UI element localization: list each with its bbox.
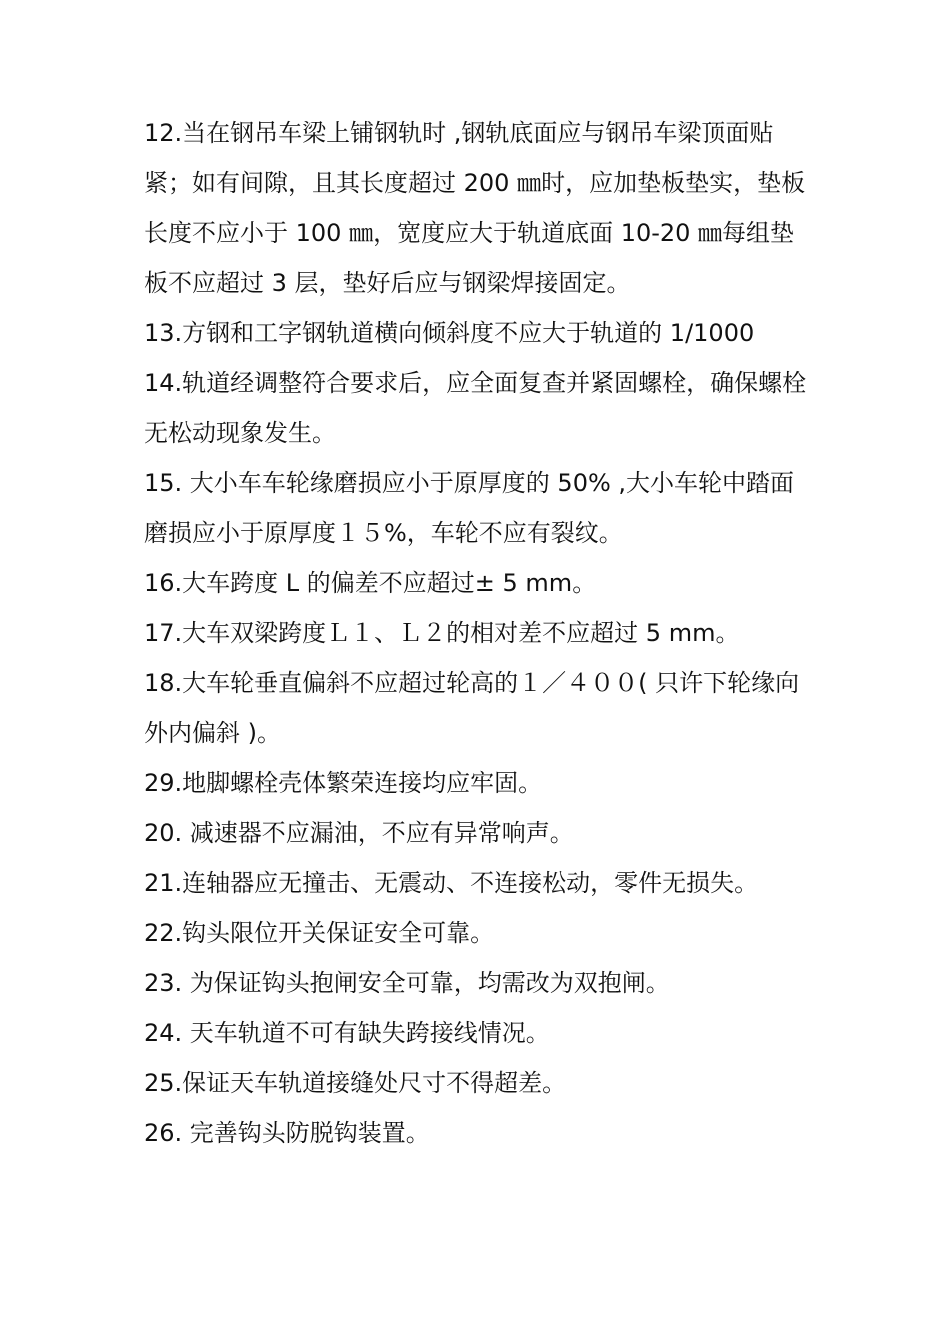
- paragraph-item-26: 26. 完善钩头防脱钩装置。: [144, 1119, 430, 1147]
- paragraph-item-12: 12.当在钢吊车梁上铺钢轨时 ,钢轨底面应与钢吊车梁顶面贴紧；如有间隙，且其长度超过 200 ㎜时，应加垫板垫实，垫板长度不应小于 100 ㎜，宽度应大于轨道底面 10-20 ㎜每组垫板不应超过 3 层，垫好后应与钢梁焊接固定。: [144, 119, 806, 297]
- document-body: [144, 108, 814, 1158]
- paragraph-item-18: 18.大车轮垂直偏斜不应超过轮高的１／４００( 只许下轮缘向外内偏斜 )。: [144, 669, 800, 747]
- paragraph-item-21: 21.连轴器应无撞击、无震动、不连接松动，零件无损失。: [144, 869, 759, 897]
- paragraph-item-17: 17.大车双梁跨度Ｌ１、Ｌ２的相对差不应超过 5 mm。: [144, 619, 740, 647]
- paragraph-item-25: 25.保证天车轨道接缝处尺寸不得超差。: [144, 1069, 567, 1097]
- paragraph-item-15: 15. 大小车车轮缘磨损应小于原厚度的 50% ,大小车轮中踏面磨损应小于原厚度１５%，车轮不应有裂纹。: [144, 469, 795, 547]
- paragraph-item-22: 22.钩头限位开关保证安全可靠。: [144, 919, 495, 947]
- paragraph-item-16: 16.大车跨度 L 的偏差不应超过± 5 mm。: [144, 569, 597, 597]
- paragraph-item-14: 14.轨道经调整符合要求后，应全面复查并紧固螺栓，确保螺栓无松动现象发生。: [144, 369, 807, 447]
- paragraph-item-24: 24. 天车轨道不可有缺失跨接线情况。: [144, 1019, 550, 1047]
- paragraph-item-23: 23. 为保证钩头抱闸安全可靠，均需改为双抱闸。: [144, 969, 670, 997]
- paragraph-item-29: 29.地脚螺栓壳体繁荣连接均应牢固。: [144, 769, 543, 797]
- paragraph-item-20: 20. 减速器不应漏油，不应有异常响声。: [144, 819, 574, 847]
- paragraph-item-13: 13.方钢和工字钢轨道横向倾斜度不应大于轨道的 1/1000: [144, 319, 755, 347]
